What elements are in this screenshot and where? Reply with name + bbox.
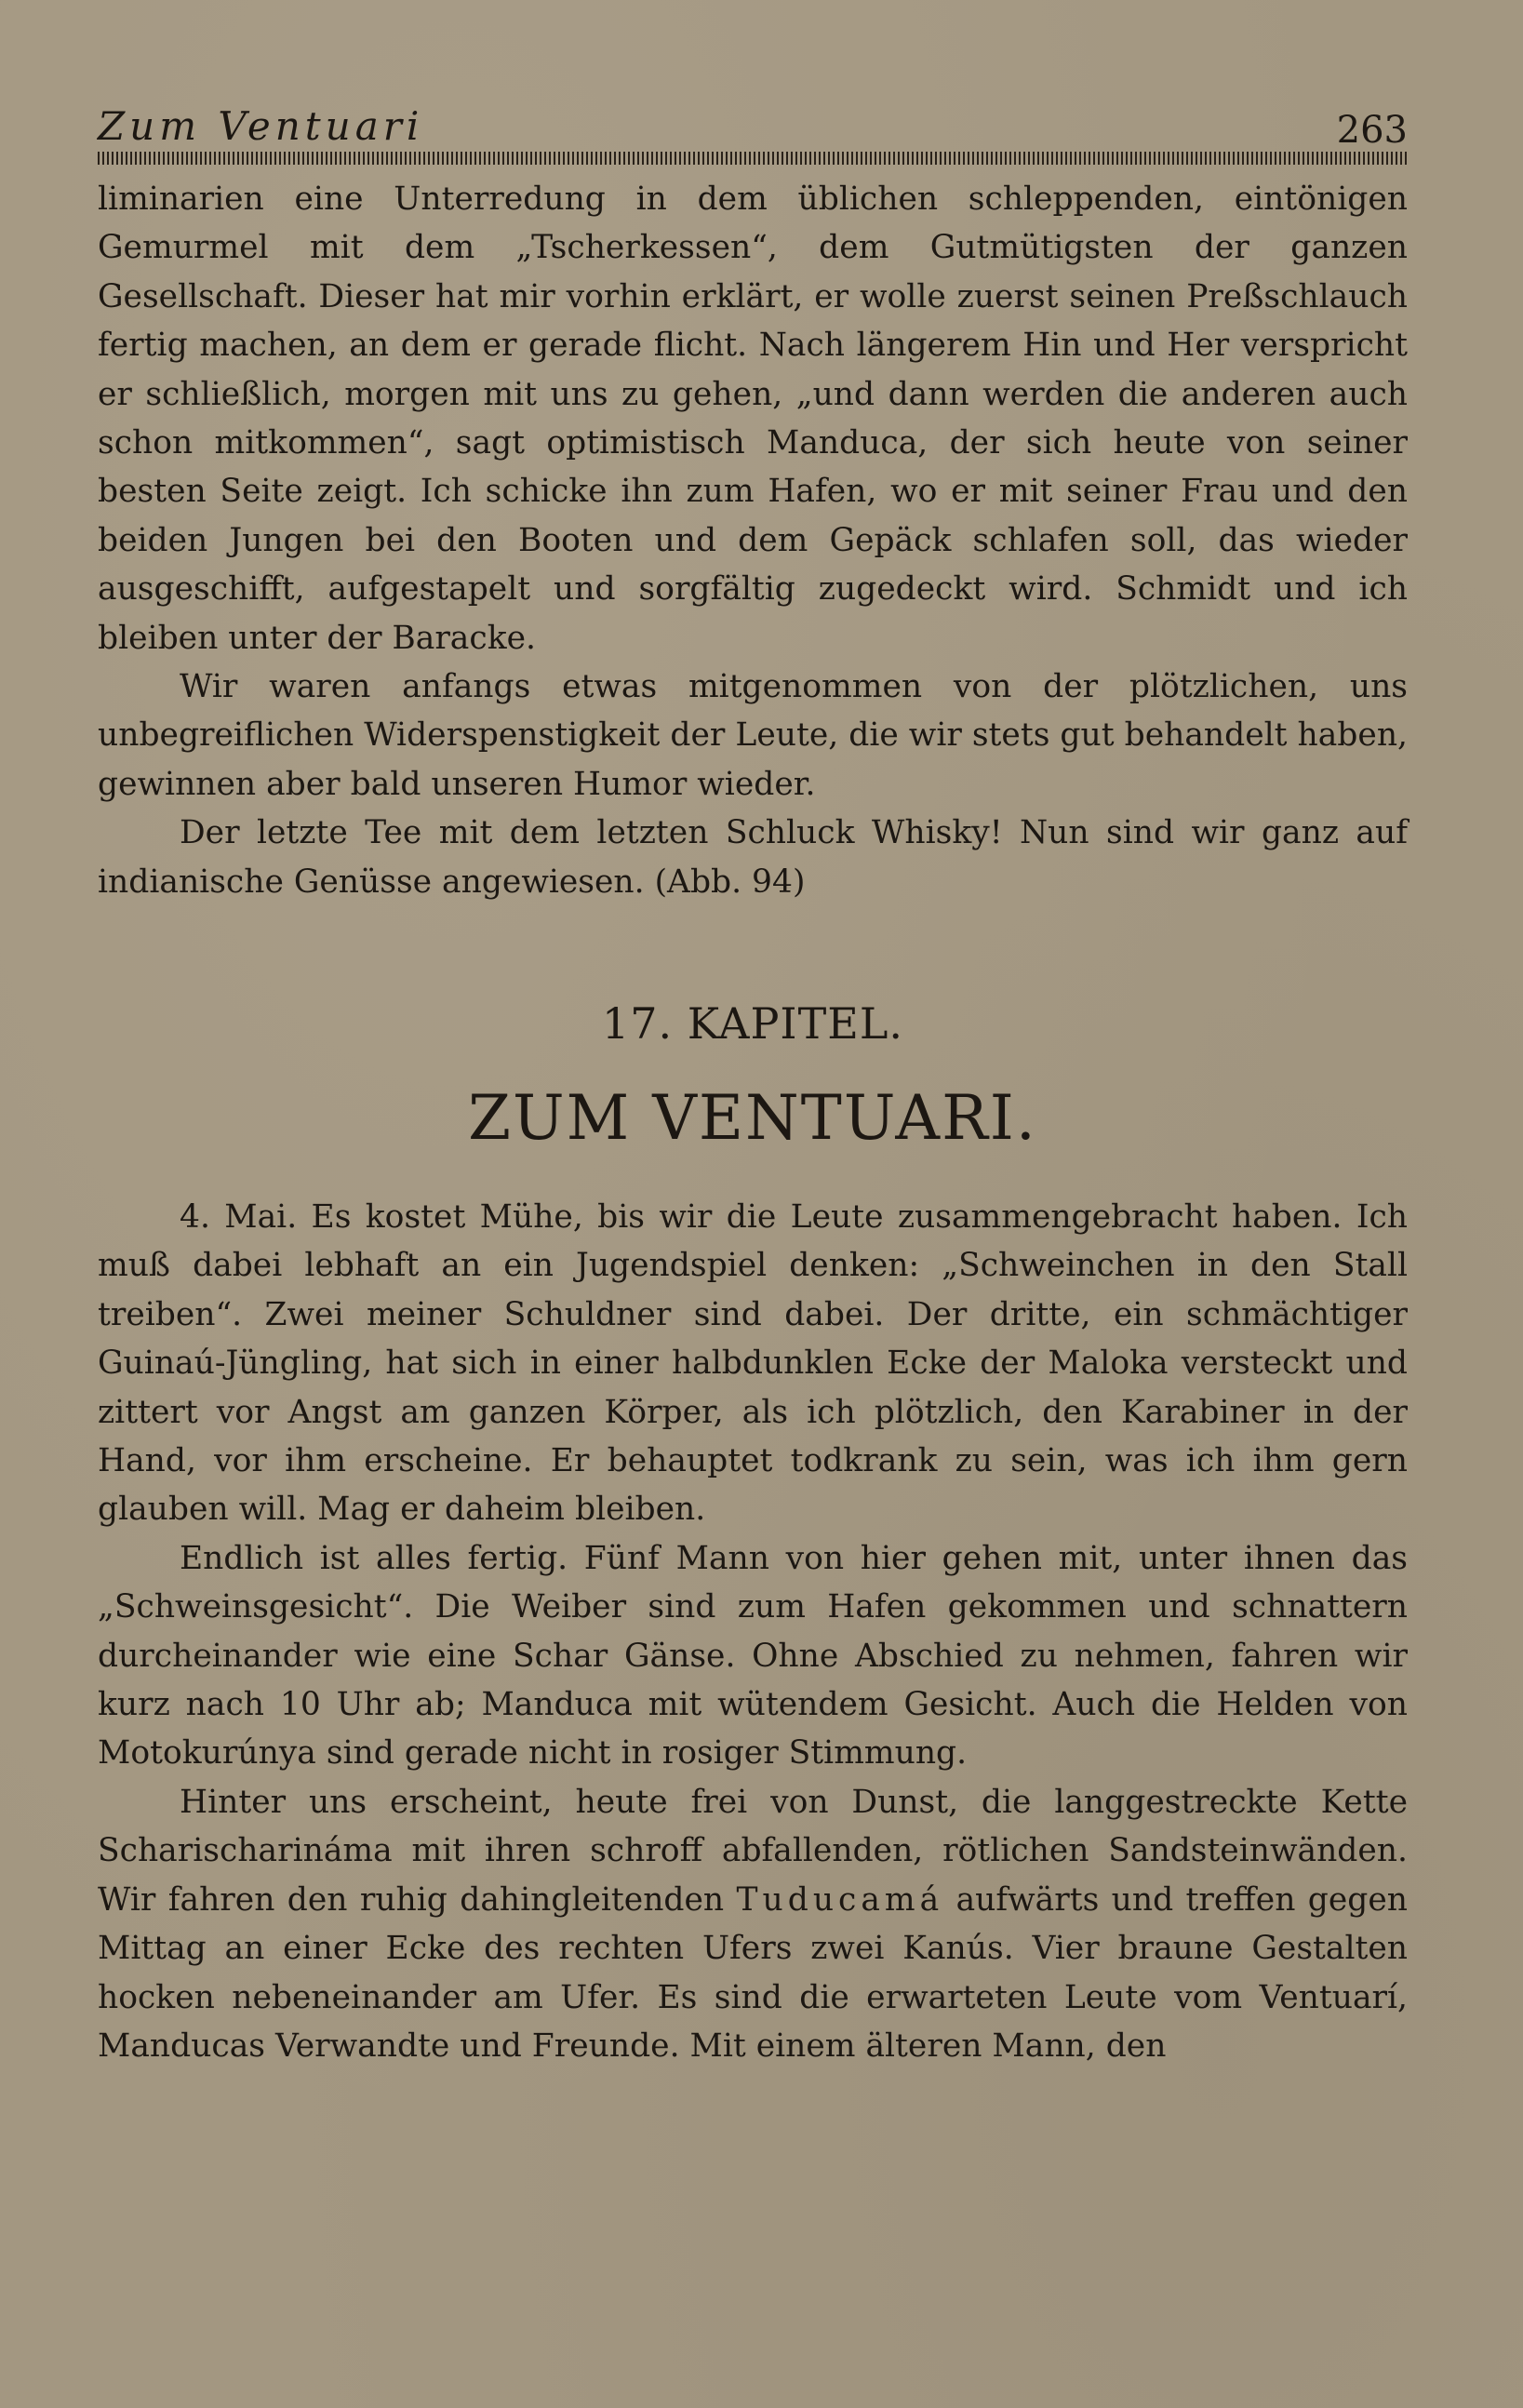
spaced-word: Tuducamá bbox=[736, 1880, 944, 1919]
paragraph: Der letzte Tee mit dem letzten Schluck Whisky! Nun sind wir ganz auf indianische Genüsse angewiesen. (Abb. 94) bbox=[98, 814, 1408, 901]
paragraph bbox=[98, 1778, 1408, 2070]
text-block-bottom bbox=[98, 1193, 1408, 2070]
chapter-number: 17. KAPITEL. bbox=[601, 998, 904, 1049]
paragraph-text: Hinter uns erscheint, heute frei von Dunst, die langgestreckte Kette Scharischarináma mit ihren schroff abfallenden, rötlichen Sandsteinwänden. Wir fahren den ruhig dahingleitenden bbox=[98, 1783, 1408, 1919]
paragraph: Endlich ist alles fertig. Fünf Mann von hier gehen mit, unter ihnen das „Schweinsgesicht“. Die Weiber sind zum Hafen gekommen und schnattern durcheinander wie eine Schar Gänse. Ohne Abschied zu nehmen, fahren wir kurz nach 10 Uhr ab; Manduca mit wütendem Gesicht. Auch die Helden von Motokurúnya sind gerade nicht in rosiger Stimmung. bbox=[98, 1539, 1408, 1773]
paragraph: Wir waren anfangs etwas mitgenommen von der plötzlichen, uns unbegreiflichen Widerspenstigkeit der Leute, die wir stets gut behandelt haben, gewinnen aber bald unseren Humor wieder. bbox=[98, 668, 1408, 803]
page-number: 263 bbox=[1336, 109, 1408, 152]
chapter-title: ZUM VENTUARI. bbox=[468, 1082, 1037, 1154]
running-title: Zum Ventuari bbox=[98, 103, 424, 149]
text-block-top bbox=[98, 175, 1408, 906]
header-rule bbox=[98, 152, 1408, 165]
running-head bbox=[98, 100, 1408, 153]
paragraph-text: aufwärts und treffen gegen Mittag an einer Ecke des rechten Ufers zwei Kanús. Vier braune Gestalten hocken nebeneinander am Ufer. Es sind die erwarteten Leute vom Ventuarí, Manducas Verwandte und Freunde. Mit einem älteren Mann, den bbox=[98, 1880, 1408, 2065]
paragraph: liminarien eine Unterredung in dem üblichen schleppenden, eintönigen Gemurmel mit dem „Tscherkessen“, dem Gutmütigsten der ganzen Gesellschaft. Dieser hat mir vorhin erklärt, er wolle zuerst seinen Preßschlauch fertig machen, an dem er gerade flicht. Nach längerem Hin und Her verspricht er schließlich, morgen mit uns zu gehen, „und dann werden die anderen auch schon mitkommen“, sagt optimistisch Manduca, der sich heute von seiner besten Seite zeigt. Ich schicke ihn zum Hafen, wo er mit seiner Frau und den beiden Jungen bei den Booten und dem Gepäck schlafen soll, das wieder ausgeschifft, aufgestapelt und sorgfältig zugedeckt wird. Schmidt und ich bleiben unter der Baracke. bbox=[98, 181, 1408, 657]
paragraph: 4. Mai. Es kostet Mühe, bis wir die Leute zusammengebracht haben. Ich muß dabei lebhaft an ein Jugendspiel denken: „Schweinchen in den Stall treiben“. Zwei meiner Schuldner sind dabei. Der dritte, ein schmächtiger Guinaú-Jüngling, hat sich in einer halbdunklen Ecke der Maloka versteckt und zittert vor Angst am ganzen Körper, als ich plötzlich, den Karabiner in der Hand, vor ihm erscheine. Er behauptet todkrank zu sein, was ich ihm gern glauben will. Mag er daheim bleiben. bbox=[98, 1198, 1408, 1529]
